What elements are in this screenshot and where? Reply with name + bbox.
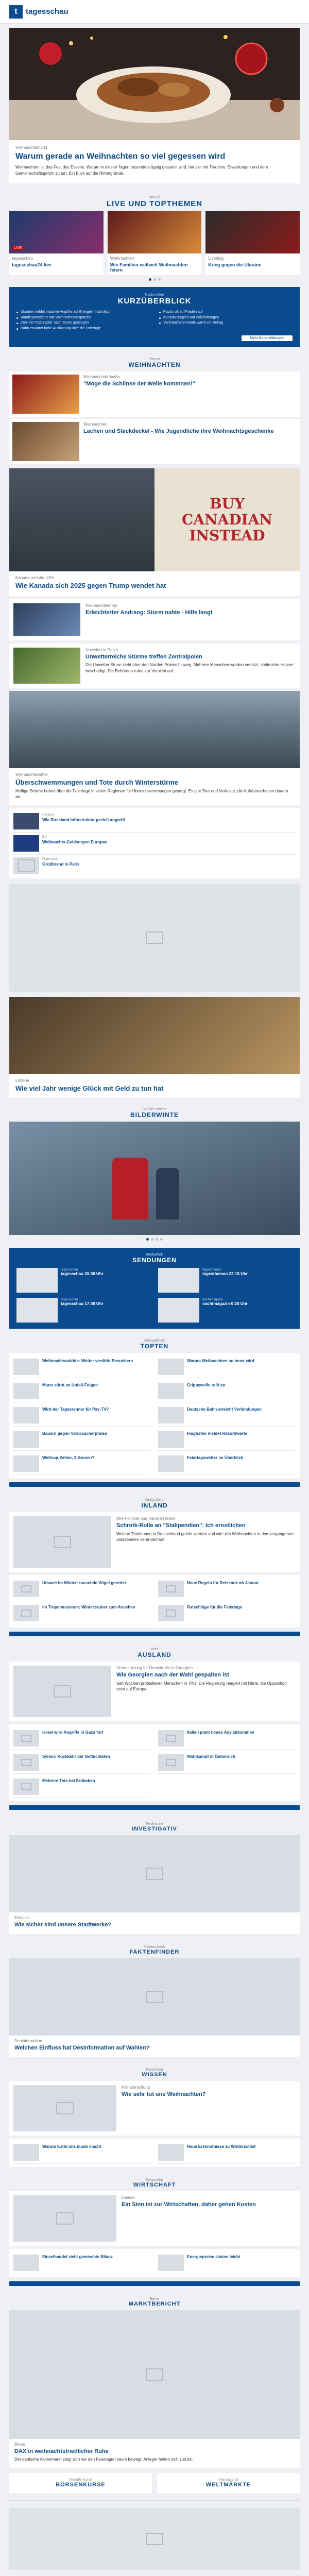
send-item[interactable]: [16, 1268, 151, 1293]
live-title: LIVE UND TOPTHEMEN: [106, 199, 203, 209]
wissen-header: [9, 2063, 300, 2081]
top-item-title[interactable]: Flughafen meldet Rekordwerte: [187, 1431, 247, 1436]
inland-item-title[interactable]: Neue Regeln für Reisende ab Januar: [187, 1581, 259, 1586]
inland-title: INLAND: [141, 1502, 168, 1510]
top-item-title[interactable]: Grippewelle rollt an: [187, 1383, 226, 1388]
wirt-item-image: [13, 2255, 39, 2271]
inland-item[interactable]: [158, 1602, 296, 1624]
wirt-item-title[interactable]: Einzelhandel zieht gemischte Bilanz: [42, 2254, 113, 2259]
fakt-title: FAKTENFINDER: [129, 1948, 180, 1955]
live-item-label: Liveblog: [208, 256, 224, 261]
list-item[interactable]: [13, 833, 296, 855]
markt-label: Börse: [14, 2442, 25, 2447]
ausland-hl: Unterstützung für Demokratie in Georgien: [116, 1666, 193, 1671]
story3-image: [9, 691, 300, 768]
invest-card[interactable]: [9, 1835, 300, 1934]
top-item[interactable]: [158, 1453, 296, 1475]
send-item-title[interactable]: nachtmagazin 0:20 Uhr: [202, 1301, 248, 1307]
send-section: [9, 1248, 300, 1329]
wirt-item-title[interactable]: Energiepreise sinken leicht: [187, 2254, 241, 2259]
wissen-item-image: [158, 2144, 184, 2161]
blick-title: BILDERWINTE: [130, 1111, 179, 1119]
top-more-bar[interactable]: [9, 1482, 300, 1487]
top-item-title[interactable]: Mann stirbt an Unfall-Folgen: [42, 1383, 98, 1388]
weltmaerkte-kicker: International: [218, 2478, 238, 2482]
top-title: TOPTEN: [140, 1343, 169, 1350]
weih-item-title[interactable]: Lachen und Steckdeckel - Wie Jugendliche ihre Weihnachtsgeschenke: [83, 428, 274, 435]
inland-item-image: [158, 1581, 184, 1597]
story2-image: [13, 648, 80, 684]
weih-image-1: [12, 375, 79, 414]
gluck-label: Lotterie: [15, 1078, 29, 1083]
ausland-list: [9, 1724, 300, 1801]
invest-image: [9, 1835, 300, 1912]
weih-header: [9, 352, 300, 371]
top-item-image: [158, 1383, 184, 1399]
inland-item-title[interactable]: Ratschläge für die Feiertage: [187, 1605, 243, 1610]
inland-sub[interactable]: Schrotk-Rolle an "Stalipendien": Ich ernstlichen: [116, 1522, 246, 1529]
wirt-card[interactable]: [9, 2191, 300, 2246]
ausland-item[interactable]: [13, 1776, 151, 1798]
markt-header: [9, 2292, 300, 2310]
wissen-item[interactable]: [13, 2142, 151, 2164]
invest-hl[interactable]: Wie sicher sind unsere Stadtwerke?: [14, 1922, 112, 1928]
list-item-label: Frankreich: [42, 857, 58, 861]
kurz-list-left: [16, 310, 150, 331]
top-kicker: Meistgeklickt: [144, 1339, 165, 1343]
markt-hl[interactable]: DAX in weihnachtsfriedlicher Ruhe: [14, 2448, 109, 2454]
list-item[interactable]: [13, 855, 296, 876]
kurz-more-button[interactable]: Mehr Kurzmeldungen: [242, 335, 293, 341]
weih-kicker: Thema: [149, 358, 160, 362]
story1-image: [13, 603, 80, 636]
logo[interactable]: [9, 5, 68, 19]
list-item-title[interactable]: Großbrand in Paris: [42, 861, 80, 867]
ad-placeholder-2: [9, 2508, 300, 2570]
hero-image: [9, 28, 300, 140]
live-kicker: Aktuell: [149, 196, 160, 200]
ausland-item[interactable]: [158, 1752, 296, 1774]
divider: [9, 2500, 300, 2501]
list-item-title[interactable]: Wie Russland Infrastruktur gezielt angreift: [42, 817, 125, 822]
top-item-image: [158, 1431, 184, 1448]
send-item-title[interactable]: tagesschau 20:00 Uhr: [61, 1272, 104, 1277]
live-item-title[interactable]: Wie Familien weltweit Weihnachten feiern: [110, 262, 188, 273]
inland-item[interactable]: [13, 1602, 151, 1624]
boersenkurse-link[interactable]: [9, 2473, 152, 2493]
wissen-item[interactable]: [158, 2142, 296, 2164]
invest-header: [9, 1817, 300, 1835]
story2-card[interactable]: [9, 643, 300, 688]
top-item-title[interactable]: Warum Weihnachten so teuer wird: [187, 1359, 254, 1364]
top-item-image: [13, 1455, 39, 1472]
live-item[interactable]: [9, 211, 104, 275]
send-item-label: tagesschau: [61, 1268, 78, 1272]
top-item[interactable]: [13, 1380, 151, 1402]
top-item-title[interactable]: Feiertagswetter im Überblick: [187, 1455, 244, 1461]
blick-carousel-dots[interactable]: [9, 1235, 300, 1244]
send-item-title[interactable]: tagesthemen 22:15 Uhr: [202, 1272, 248, 1277]
wissen-item-title[interactable]: Warum Kälte uns müde macht: [42, 2144, 101, 2149]
top-item[interactable]: [158, 1404, 296, 1427]
top-bar: [0, 0, 309, 24]
fakt-hl[interactable]: Welchen Einfluss hat Desinformation auf Wahlen?: [14, 2044, 150, 2051]
top-item-image: [13, 1431, 39, 1448]
image-placeholder-icon: [146, 2533, 163, 2545]
live-image-2: [108, 211, 202, 253]
ausland-text: Seit Wochen protestieren Menschen in Tiflis. Die Regierung reagiert mit Härte, die Opposition setzt auf Europa.: [116, 1681, 287, 1692]
fakt-card[interactable]: [9, 1958, 300, 2057]
canada-card[interactable]: [9, 468, 300, 596]
story3-title[interactable]: Überschwemmungen und Tote durch Winterstürme: [15, 778, 179, 786]
kurz-title: KURZÜBERBLICK: [117, 297, 192, 306]
send-item-label: tagesthemen: [202, 1268, 222, 1272]
weih-image-2: [12, 422, 79, 461]
wirt-list: [9, 2249, 300, 2277]
send-item-image: [16, 1298, 58, 1323]
top-item-image: [158, 1455, 184, 1472]
kurz-list-right: [159, 310, 293, 331]
top-item[interactable]: [13, 1453, 151, 1475]
logo-text: tagesschau: [26, 7, 68, 16]
live-item-label: Weihnachten: [110, 256, 134, 261]
gluck-image: [9, 997, 300, 1074]
send-item[interactable]: [158, 1268, 293, 1293]
inland-more-bar[interactable]: [9, 1632, 300, 1636]
inland-item-title[interactable]: Im Tropenmuseum: Winterzauber zum Ansehen: [42, 1605, 135, 1610]
story2-text: Die Unwetter Sturm zieht über den Norden Polens hinweg. Mehrere Menschen wurden verletzt, zahlreiche Häuser beschädigt. Die Behörden rufen zur Vorsicht auf.: [85, 663, 294, 673]
canada-image: [9, 468, 300, 571]
kurz-item[interactable]: Bundespräsident hält Weihnachtsansprache: [16, 315, 150, 321]
kurz-item[interactable]: Papst ruft zu Frieden auf: [159, 310, 293, 315]
list-item-label: EU: [42, 835, 47, 839]
live-section-header: [9, 191, 300, 211]
fakt-kicker: Faktencheck: [144, 1945, 165, 1949]
list1: [9, 808, 300, 878]
canada-sign-text: BUY CANADIAN INSTEAD: [181, 495, 273, 544]
ausland-item-image: [13, 1754, 39, 1771]
kurz-item[interactable]: Ukraine meldet massive Angriffe auf Energieinfrastruktur: [16, 310, 150, 315]
kurz-section: [9, 287, 300, 347]
send-item-image: [158, 1268, 199, 1293]
boersenkurse-kicker: Aktuelle Kurse: [68, 2478, 93, 2482]
weih-label: Weihnachten: [83, 422, 108, 427]
top-item-image: [158, 1359, 184, 1375]
ausland-image: [13, 1666, 111, 1717]
send-title: SENDUNGEN: [132, 1257, 177, 1264]
live-item[interactable]: [205, 211, 300, 275]
top-item-image: [13, 1407, 39, 1423]
weih-title: WEIHNACHTEN: [128, 361, 181, 369]
ausland-sub[interactable]: Wie Georgien nach der Wahl gespalten ist: [116, 1672, 229, 1679]
live-image-1: LIVE: [9, 211, 104, 253]
wirt-image: [13, 2195, 116, 2242]
wirt-item[interactable]: [13, 2252, 151, 2274]
wissen-kicker: Forschung: [146, 2067, 163, 2072]
list-item[interactable]: [13, 810, 296, 833]
ausland-item-title[interactable]: Mehrere Tote bei Erdbeben: [42, 1778, 95, 1784]
fakt-image: [9, 1958, 300, 2036]
top-item[interactable]: [158, 1356, 296, 1378]
hero-title[interactable]: Warum gerade an Weihnachten so viel gegessen wird: [15, 152, 226, 161]
list-item-image: [13, 813, 39, 829]
wissen-image: [13, 2085, 116, 2131]
ausland-more-bar[interactable]: [9, 1805, 300, 1810]
top-item[interactable]: [13, 1429, 151, 1451]
logo-icon: t: [9, 5, 23, 19]
canada-title[interactable]: Wie Kanada sich 2025 gegen Trump wendet hat: [15, 582, 166, 590]
story1-title[interactable]: Erleichterter Andrang: Sturm nahte - Hilfe langt: [85, 609, 213, 616]
top-item[interactable]: [158, 1380, 296, 1402]
ausland-item-title[interactable]: Wahlkampf in Österreich: [187, 1754, 235, 1759]
markt-links: [9, 2473, 300, 2493]
wirt-hl[interactable]: Ein Sinn ist zur Wirtschaften, daher gehen Kosten: [122, 2201, 256, 2208]
inland-item-title[interactable]: Umwelt im Winter: tausende Vögel gerettet: [42, 1581, 126, 1586]
story1-label: Weihnachtsferien: [85, 603, 117, 608]
top-item[interactable]: [13, 1404, 151, 1427]
send-item[interactable]: [16, 1298, 151, 1323]
inland-list: [9, 1575, 300, 1628]
hero-card[interactable]: [9, 28, 300, 183]
ausland-item[interactable]: [13, 1727, 151, 1750]
wirt-item-image: [158, 2255, 184, 2271]
live-item[interactable]: [108, 211, 202, 275]
wirt-more-bar[interactable]: [9, 2281, 300, 2286]
canada-label: Kanada und die USA: [15, 575, 54, 581]
send-item-label: tagesschau: [61, 1298, 78, 1302]
list-item-title[interactable]: Weihnachts-Geldsorgen Europas: [42, 839, 108, 844]
weih-item-title[interactable]: "Möge die Schlinse der Welle kommnen!": [83, 381, 195, 387]
ad-placeholder: [9, 884, 300, 992]
ausland-item[interactable]: [13, 1752, 151, 1774]
boersenkurse-title: BÖRSENKURSE: [56, 2481, 106, 2488]
list-item-image: [13, 835, 39, 852]
markt-card[interactable]: [9, 2310, 300, 2468]
markt-image: [9, 2310, 300, 2439]
inland-card[interactable]: [9, 1512, 300, 1572]
story3-card[interactable]: [9, 691, 300, 805]
hero-photo-illustration: [9, 28, 300, 140]
story3-text: Heftige Stürme haben über die Feiertage in vielen Regionen für Überschwemmungen gesorgt. Es gibt Tote und Verletzte, die Aufräumarbeiten dauern an.: [15, 788, 288, 800]
invest-title: INVESTIGATIV: [132, 1826, 177, 1833]
weih-item[interactable]: [9, 419, 300, 464]
story3-label: Weihnachtswetter: [15, 772, 48, 777]
send-item-label: nachtmagazin: [202, 1298, 224, 1302]
gluck-title[interactable]: Wie viel Jahr wenige Glück mit Geld zu tun hat: [15, 1084, 164, 1092]
top-item[interactable]: [158, 1429, 296, 1451]
inland-item-image: [13, 1581, 39, 1597]
live-item-title[interactable]: Krieg gegen die Ukraine: [208, 262, 262, 268]
ausland-header: [9, 1642, 300, 1662]
kurz-kicker: Nachrichten: [145, 293, 164, 297]
send-item-image: [158, 1298, 199, 1323]
ausland-card[interactable]: [9, 1662, 300, 1721]
top-item-title[interactable]: Weltcup-Zeiten, 3 Szenen?: [42, 1455, 95, 1461]
top-item-title[interactable]: Weihnachtsmärkte: Wetter verdirbt Besuchern: [42, 1359, 133, 1364]
story1-card[interactable]: [9, 599, 300, 640]
top-header: [9, 1334, 300, 1353]
ausland-item-title[interactable]: Israel wird Angriffe in Gaza fort: [42, 1730, 104, 1735]
list-item-image: [13, 857, 39, 874]
top-item[interactable]: [13, 1356, 151, 1378]
story2-title[interactable]: Unwetterreiche Stürme treffen Zentralpolen: [85, 653, 202, 660]
markt-kicker: Börse: [149, 2297, 160, 2301]
wissen-hl[interactable]: Wie sehr tut uns Weihnachten?: [122, 2091, 206, 2097]
top-list: [9, 1353, 300, 1478]
inland-text: Welche Traditionen in Deutschland gelebt werden und wie sich Weihnachten in den vergangenen Jahrzehnten verändert hat.: [116, 1531, 294, 1543]
top-item-title[interactable]: Deutsche Bahn streicht Verbindungen: [187, 1407, 262, 1412]
inland-header: [9, 1493, 300, 1512]
kurz-item[interactable]: Bahn erwartet hohe Auslastung über die Feiertage: [16, 326, 150, 332]
fakt-label: Desinformation: [14, 2038, 42, 2043]
wirt-kicker: Konjunktur: [146, 2178, 163, 2182]
wissen-item-title[interactable]: Neue Erkenntnisse zu Winterschlaf: [187, 2144, 256, 2149]
ausland-title: AUSLAND: [138, 1651, 171, 1659]
send-kicker: Mediathek: [146, 1253, 163, 1257]
inland-item[interactable]: [158, 1578, 296, 1600]
kurz-item[interactable]: Zahl der Todesopfer nach Sturm gestiegen: [16, 320, 150, 326]
ausland-item-image: [158, 1754, 184, 1771]
inland-item-image: [13, 1605, 39, 1621]
wissen-label: Klimaforschung: [122, 2084, 150, 2090]
list-item-label: Ukraine: [42, 812, 54, 817]
live-item-label: tagesschau: [12, 256, 33, 261]
markt-text: Der deutsche Aktienmarkt zeigt sich vor den Feiertagen kaum bewegt. Anleger halten sich zurück.: [14, 2456, 193, 2462]
blick-kicker: Bild der Woche: [142, 1108, 167, 1112]
ausland-item-title[interactable]: Syrien: Rückkehr der Geflüchteten: [42, 1754, 110, 1759]
ausland-item[interactable]: [158, 1727, 296, 1750]
ausland-kicker: Welt: [151, 1648, 158, 1652]
kurz-item[interactable]: Verbraucherzentrale warnt vor Betrug: [159, 320, 293, 326]
wirt-item[interactable]: [158, 2252, 296, 2274]
story2-label: Unwetter in Polen: [85, 647, 118, 652]
live-row: [9, 211, 300, 275]
live-item-title[interactable]: tagesschau24 live: [12, 262, 52, 268]
ausland-item-image: [13, 1730, 39, 1747]
ausland-item-image: [158, 1730, 184, 1747]
weltmaerkte-link[interactable]: [157, 2473, 300, 2493]
top-item-image: [158, 1407, 184, 1423]
blick-header: [9, 1103, 300, 1122]
wissen-item-image: [13, 2144, 39, 2161]
inland-item-image: [158, 1605, 184, 1621]
hero-text: Weihnachten ist das Fest des Essens. Warum in diesen Tagen besonders üppig gespeist wird, hat viel mit Tradition, Erwartungen und dem Gemeinschaftsgefühl zu tun. Ein Blick auf die Hintergründe.: [15, 165, 268, 176]
inland-hl: Wie Politiker und Familien feiern: [116, 1516, 176, 1521]
weih-item[interactable]: [9, 371, 300, 417]
live-image-3: [205, 211, 300, 253]
fakt-header: [9, 1940, 300, 1958]
invest-kicker: Recherche: [146, 1822, 163, 1826]
wissen-card[interactable]: [9, 2081, 300, 2136]
gluck-card[interactable]: [9, 997, 300, 1098]
top-item-image: [13, 1383, 39, 1399]
live-carousel-dots[interactable]: [9, 275, 300, 284]
send-item-title[interactable]: tagesschau 17:00 Uhr: [61, 1301, 104, 1307]
weih-label: Weihnachtsbräuche: [83, 375, 120, 380]
hero-kicker: Weihnachtsmarkt: [15, 145, 47, 150]
send-item[interactable]: [158, 1298, 293, 1323]
ausland-item-image: [13, 1778, 39, 1795]
wissen-list: [9, 2139, 300, 2167]
wirt-title: WIRTSCHAFT: [133, 2181, 176, 2188]
wissen-title: WISSEN: [142, 2071, 167, 2078]
wirt-label: Handel: [122, 2195, 135, 2200]
kurz-item[interactable]: Kanada reagiert auf Zolldrohungen: [159, 315, 293, 321]
send-item-image: [16, 1268, 58, 1293]
inland-item[interactable]: [13, 1578, 151, 1600]
image-placeholder-icon: [146, 931, 163, 944]
blick-image[interactable]: [9, 1122, 300, 1235]
top-item-title[interactable]: Wird der Tagesrenner für Pay-TV?: [42, 1407, 109, 1412]
weltmaerkte-title: WELTMÄRKTE: [205, 2481, 251, 2488]
invest-label: Exklusiv: [14, 1916, 30, 1921]
markt-title: MARKTBERICHT: [128, 2300, 181, 2307]
top-item-title[interactable]: Bauern gegen Verbraucherpreise: [42, 1431, 107, 1436]
wirt-header: [9, 2173, 300, 2191]
ausland-item-title[interactable]: Italien plant neues Asylabkommen: [187, 1730, 254, 1735]
inland-kicker: Deutschland: [144, 1498, 165, 1502]
top-item-image: [13, 1359, 39, 1375]
inland-image: [13, 1516, 111, 1568]
